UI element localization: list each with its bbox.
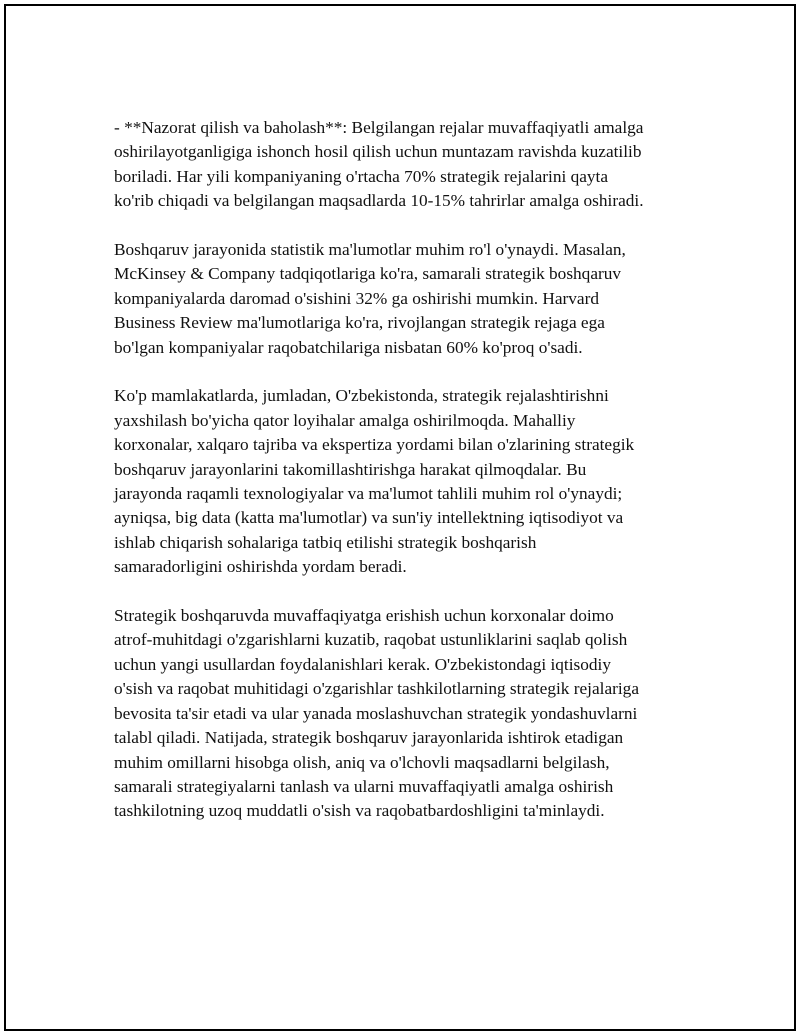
paragraph-uzbekistan [114,384,694,579]
paragraph-statistics [114,238,694,360]
text-line: bevosita ta'sir etadi va ular yanada moslashuvchan strategik yondashuvlarni [114,703,638,723]
text-line: ishlab chiqarish sohalariga tatbiq etilishi strategik boshqarish [114,532,537,552]
text-line: korxonalar, xalqaro tajriba va ekspertiza yordami bilan o'zlarining strategik [114,435,635,455]
text-line: kompaniyalarda daromad o'sishini 32% ga oshirishi mumkin. Harvard [114,288,599,308]
paragraph-conclusion [114,604,694,824]
text-line: McKinsey & Company tadqiqotlariga ko'ra, samarali strategik boshqaruv [114,264,622,284]
text-line: Strategik boshqaruvda muvaffaqiyatga erishish uchun korxonalar doimo [114,606,614,626]
text-line: jarayonda raqamli texnologiyalar va ma'lumot tahlili muhim rol o'ynaydi; [114,484,623,504]
text-line: atrof-muhitdagi o'zgarishlarni kuzatib, raqobat ustunliklarini saqlab qolish [114,630,628,650]
text-line: Ko'p mamlakatlarda, jumladan, O'zbekistonda, strategik rejalashtirishni [114,386,609,406]
text-line: bo'lgan kompaniyalar raqobatchilariga nisbatan 60% ko'proq o'sadi. [114,337,583,357]
text-line: Boshqaruv jarayonida statistik ma'lumotlar muhim ro'l o'ynaydi. Masalan, [114,240,626,260]
paragraph-monitoring [114,116,694,214]
text-line: oshirilayotganligiga ishonch hosil qilish uchun muntazam ravishda kuzatilib [114,142,642,162]
text-line: talabl qiladi. Natijada, strategik boshqaruv jarayonlarida ishtirok etadigan [114,728,624,748]
text-line: ayniqsa, big data (katta ma'lumotlar) va sun'iy intellektning iqtisodiyot va [114,508,624,528]
document-body [114,116,694,824]
text-line: tashkilotning uzoq muddatli o'sish va raqobatbardoshligini ta'minlaydi. [114,801,605,821]
text-line: samarali strategiyalarni tanlash va ularni muvaffaqiyatli amalga oshirish [114,776,614,796]
text-line: uchun yangi usullardan foydalanishlari kerak. O'zbekistondagi iqtisodiy [114,654,611,674]
text-line: - **Nazorat qilish va baholash**: Belgilangan rejalar muvaffaqiyatli amalga [114,118,644,137]
text-line: ko'rib chiqadi va belgilangan maqsadlarda 10-15% tahrirlar amalga oshiradi. [114,191,644,211]
text-line: boriladi. Har yili kompaniyaning o'rtacha 70% strategik rejalarini qayta [114,166,609,186]
text-line: Business Review ma'lumotlariga ko'ra, rivojlangan strategik rejaga ega [114,313,605,333]
text-line: boshqaruv jarayonlarini takomillashtirishga harakat qilmoqdalar. Bu [114,459,587,479]
text-line: samaradorligini oshirishda yordam beradi. [114,557,407,577]
text-line: yaxshilash bo'yicha qator loyihalar amalga oshirilmoqda. Mahalliy [114,410,576,430]
text-line: o'sish va raqobat muhitidagi o'zgarishlar tashkilotlarning strategik rejalariga [114,679,639,699]
text-line: muhim omillarni hisobga olish, aniq va o'lchovli maqsadlarni belgilash, [114,752,610,772]
